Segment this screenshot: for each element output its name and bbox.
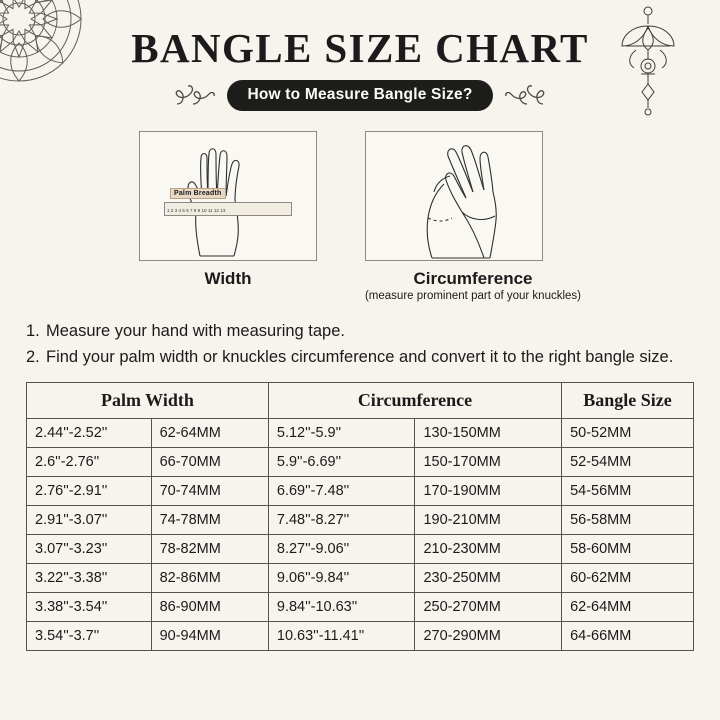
cell-bangle-size: 62-64MM <box>562 593 694 622</box>
header-bangle-size: Bangle Size <box>562 383 694 419</box>
cell-palm-mm: 74-78MM <box>151 506 268 535</box>
cell-bangle-size: 50-52MM <box>562 419 694 448</box>
cell-palm-inch: 2.76''-2.91'' <box>27 477 152 506</box>
cell-palm-inch: 3.38''-3.54'' <box>27 593 152 622</box>
cell-palm-mm: 86-90MM <box>151 593 268 622</box>
width-caption: Width <box>204 268 252 288</box>
table-row <box>27 535 694 564</box>
cell-palm-inch: 3.54''-3.7'' <box>27 622 152 651</box>
cell-circ-inch: 8.27''-9.06'' <box>268 535 415 564</box>
cell-circ-mm: 190-210MM <box>415 506 562 535</box>
cell-circ-inch: 7.48''-8.27'' <box>268 506 415 535</box>
cell-palm-mm: 70-74MM <box>151 477 268 506</box>
instruction-item <box>26 320 694 342</box>
cell-bangle-size: 64-66MM <box>562 622 694 651</box>
cell-circ-inch: 5.9''-6.69'' <box>268 448 415 477</box>
cell-palm-mm: 66-70MM <box>151 448 268 477</box>
cell-bangle-size: 58-60MM <box>562 535 694 564</box>
ruler-ticks: 1 2 3 4 5 6 7 8 9 10 11 12 13 <box>166 208 226 214</box>
table-row <box>27 593 694 622</box>
table-body <box>27 419 694 651</box>
cell-palm-mm: 82-86MM <box>151 564 268 593</box>
cell-palm-inch: 3.22''-3.38'' <box>27 564 152 593</box>
cell-palm-inch: 2.44''-2.52'' <box>27 419 152 448</box>
circumference-caption-note: (measure prominent part of your knuckles) <box>364 289 582 302</box>
cell-circ-inch: 10.63''-11.41'' <box>268 622 415 651</box>
illustration-width <box>139 131 317 302</box>
cell-palm-mm: 90-94MM <box>151 622 268 651</box>
cell-bangle-size: 54-56MM <box>562 477 694 506</box>
table-row <box>27 622 694 651</box>
cell-circ-inch: 9.06''-9.84'' <box>268 564 415 593</box>
instruction-text: Find your palm width or knuckles circumference and convert it to the right bangle size. <box>46 348 674 367</box>
cell-circ-mm: 250-270MM <box>415 593 562 622</box>
cell-circ-mm: 270-290MM <box>415 622 562 651</box>
table-row <box>27 564 694 593</box>
table-row <box>27 506 694 535</box>
cell-circ-mm: 130-150MM <box>415 419 562 448</box>
cell-palm-mm: 62-64MM <box>151 419 268 448</box>
circumference-illustration-frame <box>365 131 543 261</box>
instruction-number: 1. <box>26 321 40 340</box>
circumference-caption: Circumference <box>413 268 533 288</box>
illustration-circumference <box>365 131 581 302</box>
cell-palm-inch: 2.91''-3.07'' <box>27 506 152 535</box>
cell-circ-mm: 210-230MM <box>415 535 562 564</box>
cell-circ-inch: 6.69''-7.48'' <box>268 477 415 506</box>
cell-circ-mm: 150-170MM <box>415 448 562 477</box>
cell-bangle-size: 60-62MM <box>562 564 694 593</box>
table-row <box>27 419 694 448</box>
table-header-row <box>27 383 694 419</box>
instructions-list <box>0 320 720 369</box>
instruction-text: Measure your hand with measuring tape. <box>46 321 345 340</box>
header-palm-width: Palm Width <box>27 383 269 419</box>
table-row <box>27 477 694 506</box>
size-table-wrapper <box>0 382 720 651</box>
illustrations-row <box>0 131 720 302</box>
left-flourish-icon <box>175 82 217 108</box>
hand-width-drawing-icon <box>140 132 316 260</box>
cell-circ-mm: 230-250MM <box>415 564 562 593</box>
width-illustration-frame <box>139 131 317 261</box>
table-head <box>27 383 694 419</box>
cell-circ-inch: 5.12''-5.9'' <box>268 419 415 448</box>
palm-breadth-label: Palm Breadth <box>170 188 226 199</box>
ruler-graphic <box>164 202 292 216</box>
instruction-number: 2. <box>26 348 40 367</box>
cell-palm-inch: 2.6''-2.76'' <box>27 448 152 477</box>
cell-palm-inch: 3.07''-3.23'' <box>27 535 152 564</box>
table-row <box>27 448 694 477</box>
hand-circumference-drawing-icon <box>366 132 542 260</box>
instruction-item <box>26 346 694 368</box>
cell-circ-inch: 9.84''-10.63'' <box>268 593 415 622</box>
subtitle-row <box>0 80 720 111</box>
cell-palm-mm: 78-82MM <box>151 535 268 564</box>
page-title: BANGLE SIZE CHART <box>131 25 589 71</box>
cell-bangle-size: 52-54MM <box>562 448 694 477</box>
cell-circ-mm: 170-190MM <box>415 477 562 506</box>
cell-bangle-size: 56-58MM <box>562 506 694 535</box>
header-circumference: Circumference <box>268 383 561 419</box>
size-table <box>26 382 694 651</box>
subtitle-pill: How to Measure Bangle Size? <box>227 80 492 111</box>
right-flourish-icon <box>503 82 545 108</box>
